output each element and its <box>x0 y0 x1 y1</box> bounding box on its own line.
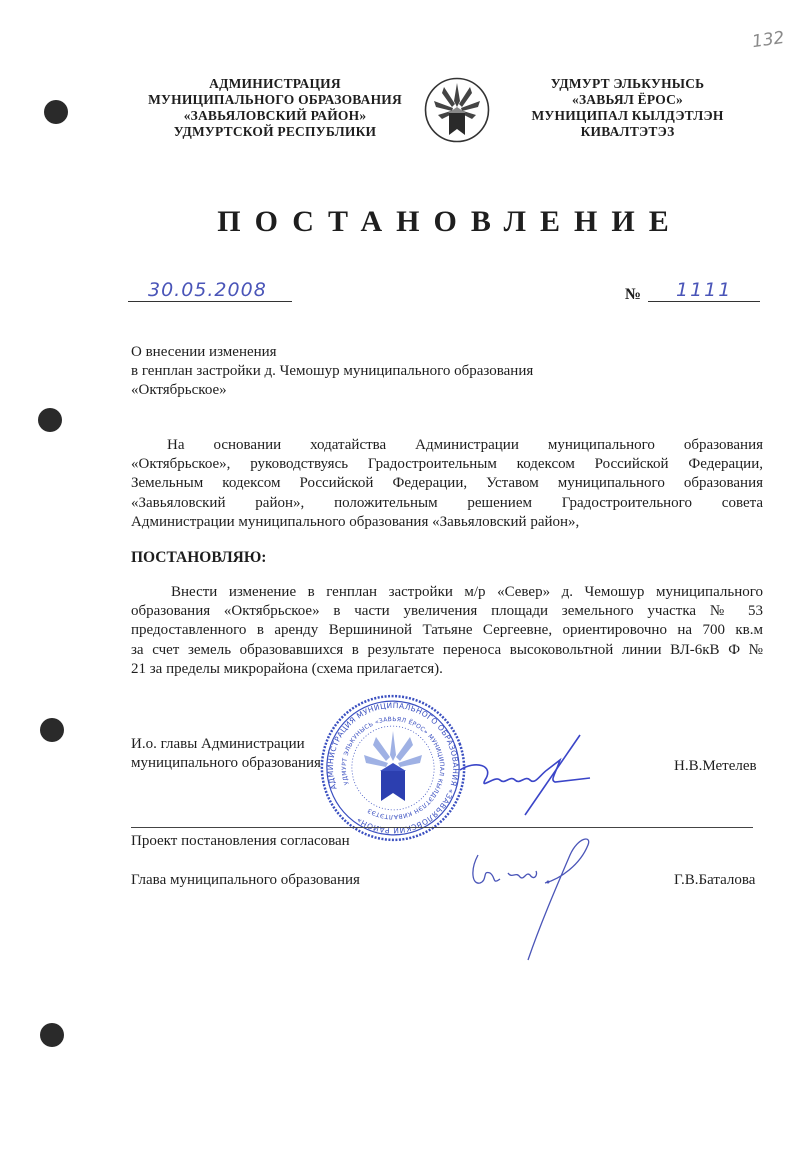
subject-line: О внесении изменения <box>131 344 277 360</box>
date-underline <box>128 301 292 302</box>
acting-head-name: Н.В.Метелев <box>674 758 757 774</box>
number-label: № <box>625 286 642 303</box>
resolution-line: образования «Октябрьское» в части увеличения площади земельного участка № 53 <box>131 603 763 620</box>
stamp-outer-text: АДМИНИСТРАЦИЯ МУНИЦИПАЛЬНОГО ОБРАЗОВАНИЯ «ЗАВЬЯЛОВСКИЙ РАЙОН» <box>325 700 461 836</box>
preamble-line: Администрации муниципального образования «Завьяловский район», <box>131 513 580 530</box>
approval-divider <box>131 827 753 828</box>
resolution-line: Внести изменение в генплан застройки м/р «Север» д. Чемошур муниципального <box>171 584 763 600</box>
punch-hole <box>44 100 68 124</box>
document-date: 30.05.2008 <box>148 279 267 301</box>
header-right-block <box>520 76 735 140</box>
punch-hole <box>40 1023 64 1047</box>
header-left-line: «ЗАВЬЯЛОВСКИЙ РАЙОН» <box>183 108 367 123</box>
punch-hole <box>38 408 62 432</box>
resolve-heading: ПОСТАНОВЛЯЮ: <box>131 549 267 566</box>
coat-of-arms-emblem-icon <box>424 77 490 143</box>
document-title: ПОСТАНОВЛЕНИЕ <box>217 205 683 238</box>
header-right-line: КИВАЛТЭТЭЗ <box>580 124 675 139</box>
header-left-block <box>140 76 410 140</box>
header-right-line: УДМУРТ ЭЛЬКУНЫСЬ <box>550 76 705 91</box>
header-left-line: УДМУРТСКОЙ РЕСПУБЛИКИ <box>173 124 377 139</box>
document-number: 1111 <box>676 279 733 301</box>
preamble-line: «Завьяловский район», положительным решением Градостроительного совета <box>131 494 763 511</box>
acting-head-signature <box>455 730 595 820</box>
stamp-inner-text: УДМУРТ ЭЛЬКУНЫСЬ «ЗАВЬЯЛ ЁРОС» МУНИЦИПАЛ КЫЛДЭТЛЭН КИВАЛТЭТЭЗ <box>340 715 446 821</box>
preamble-line: Земельным кодексом Российской Федерации, Уставом муниципального образования <box>131 475 763 492</box>
head-title: Глава муниципального образования <box>131 872 360 888</box>
head-name: Г.В.Баталова <box>674 872 756 888</box>
number-underline <box>648 301 760 302</box>
acting-head-title-line: И.о. главы Администрации <box>131 736 305 752</box>
header-right-line: МУНИЦИПАЛ КЫЛДЭТЛЭН <box>531 108 724 123</box>
subject-line: в генплан застройки д. Чемошур муниципального образования <box>131 363 534 379</box>
resolution-line: предоставленного в аренду Вершининой Татьяне Сергеевне, ориентировочно на 700 кв.м <box>131 622 763 639</box>
punch-hole <box>40 718 64 742</box>
header-left-line: МУНИЦИПАЛЬНОГО ОБРАЗОВАНИЯ <box>148 92 402 107</box>
head-signature <box>460 835 600 960</box>
resolution-paragraph <box>131 583 763 679</box>
resolution-line: 21 за пределы микрорайона (схема прилагается). <box>131 660 443 677</box>
official-stamp-icon <box>318 693 468 843</box>
header-right-line: «ЗАВЬЯЛ ЁРОС» <box>572 92 683 107</box>
header-left-line: АДМИНИСТРАЦИЯ <box>209 76 341 91</box>
preamble-line: На основании ходатайства Администрации муниципального образования <box>167 437 763 453</box>
approval-note: Проект постановления согласован <box>131 833 350 849</box>
acting-head-title-line: муниципального образования <box>131 755 321 771</box>
preamble-line: «Октябрьское», руководствуясь Градостроительным кодексом Российской Федерации, <box>131 456 763 473</box>
resolution-line: за счет земель образовавшихся в результате переноса высоковольтной линии ВЛ-6кВ Ф № <box>131 641 763 658</box>
page-number-note: 132 <box>750 27 786 53</box>
preamble-paragraph <box>131 436 763 532</box>
subject-line: «Октябрьское» <box>131 382 227 398</box>
